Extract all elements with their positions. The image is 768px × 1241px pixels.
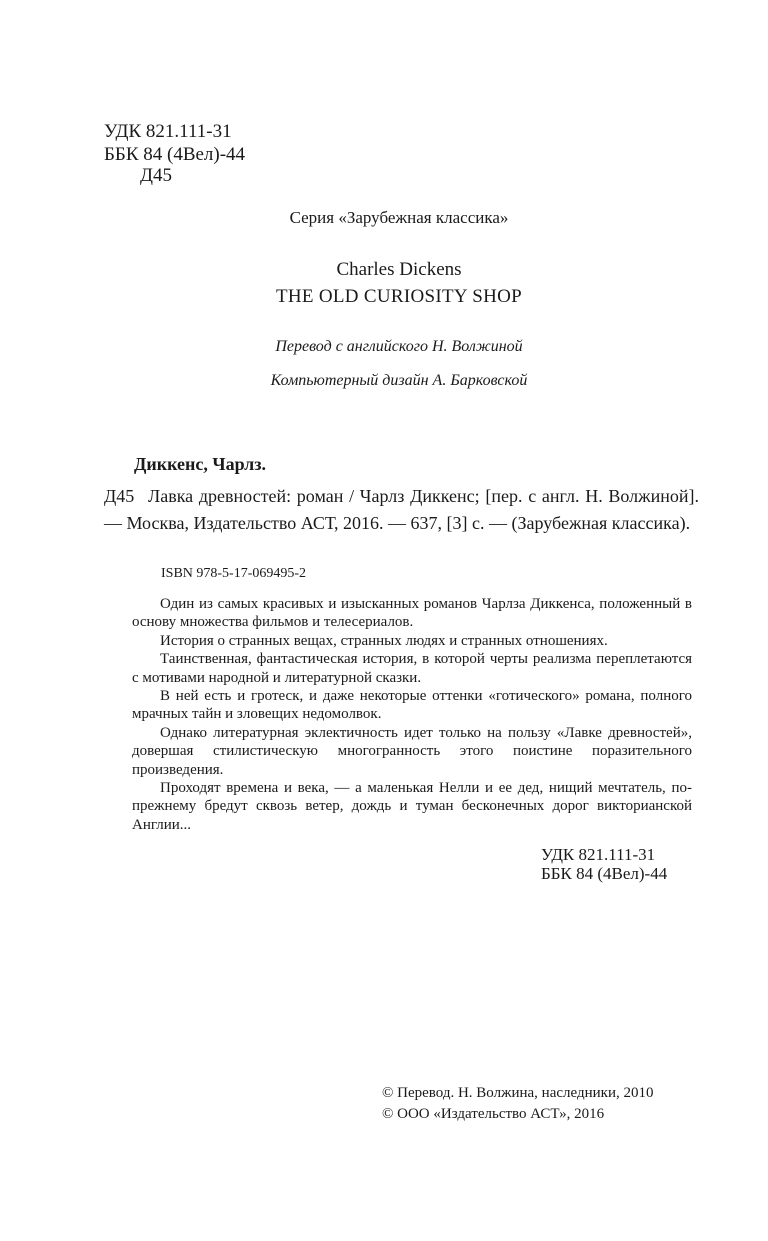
udk-code: УДК 821.111-31 (104, 121, 232, 142)
copyright-translation: © Перевод. Н. Волжина, наследники, 2010 (382, 1085, 654, 1101)
bib-description: Лавка древностей: роман / Чарлз Диккенс; [пер. с англ. Н. Волжиной]. — Москва, Издательство АСТ, 2016. — 637, [3] с. — (Зарубежная классика). (104, 486, 699, 533)
series-title: Серия «Зарубежная классика» (289, 208, 509, 227)
isbn: ISBN 978-5-17-069495-2 (161, 566, 307, 581)
annotation (132, 595, 692, 834)
annotation-paragraph: Однако литературная эклектичность идет только на пользу «Лавке древностей», довершая стилистическую многогранность этого поистине поразительного произведения. (132, 724, 692, 778)
bib-author: Диккенс, Чарлз. (134, 454, 267, 474)
designer-credit: Компьютерный дизайн А. Барковской (270, 372, 528, 389)
annotation-paragraph: Таинственная, фантастическая история, в которой черты реализма переплетаются с мотивами народной и литературной сказки. (132, 651, 692, 686)
bib-code: Д45 (104, 486, 135, 506)
author-name-en: Charles Dickens (336, 259, 462, 280)
book-title-en: THE OLD CURIOSITY SHOP (275, 286, 523, 307)
bbk-code: ББК 84 (4Вел)-44 (104, 144, 246, 165)
bib-entry (104, 483, 699, 537)
udk-code-bottom: УДК 821.111-31 (541, 845, 656, 864)
annotation-paragraph: Проходят времена и века, — а маленькая Нелли и ее дед, нищий мечтатель, по-прежнему бредут сквозь ветер, дождь и туман бесконечных дорог викторианской Англии... (132, 780, 692, 833)
annotation-paragraph: История о странных вещах, странных людях и странных отношениях. (160, 632, 608, 649)
annotation-paragraph: Один из самых красивых и изысканных романов Чарлза Диккенса, положенный в основу множества фильмов и телесериалов. (132, 596, 692, 631)
copyright-publisher: © ООО «Издательство АСТ», 2016 (382, 1106, 605, 1122)
annotation-paragraph: В ней есть и гротеск, и даже некоторые оттенки «готического» романа, полного мрачных тайн и зловещих недомолвок. (132, 688, 692, 723)
bbk-code-bottom: ББК 84 (4Вел)-44 (541, 864, 668, 883)
author-sign: Д45 (140, 165, 172, 186)
translator-credit: Перевод с английского Н. Волжиной (275, 338, 523, 355)
